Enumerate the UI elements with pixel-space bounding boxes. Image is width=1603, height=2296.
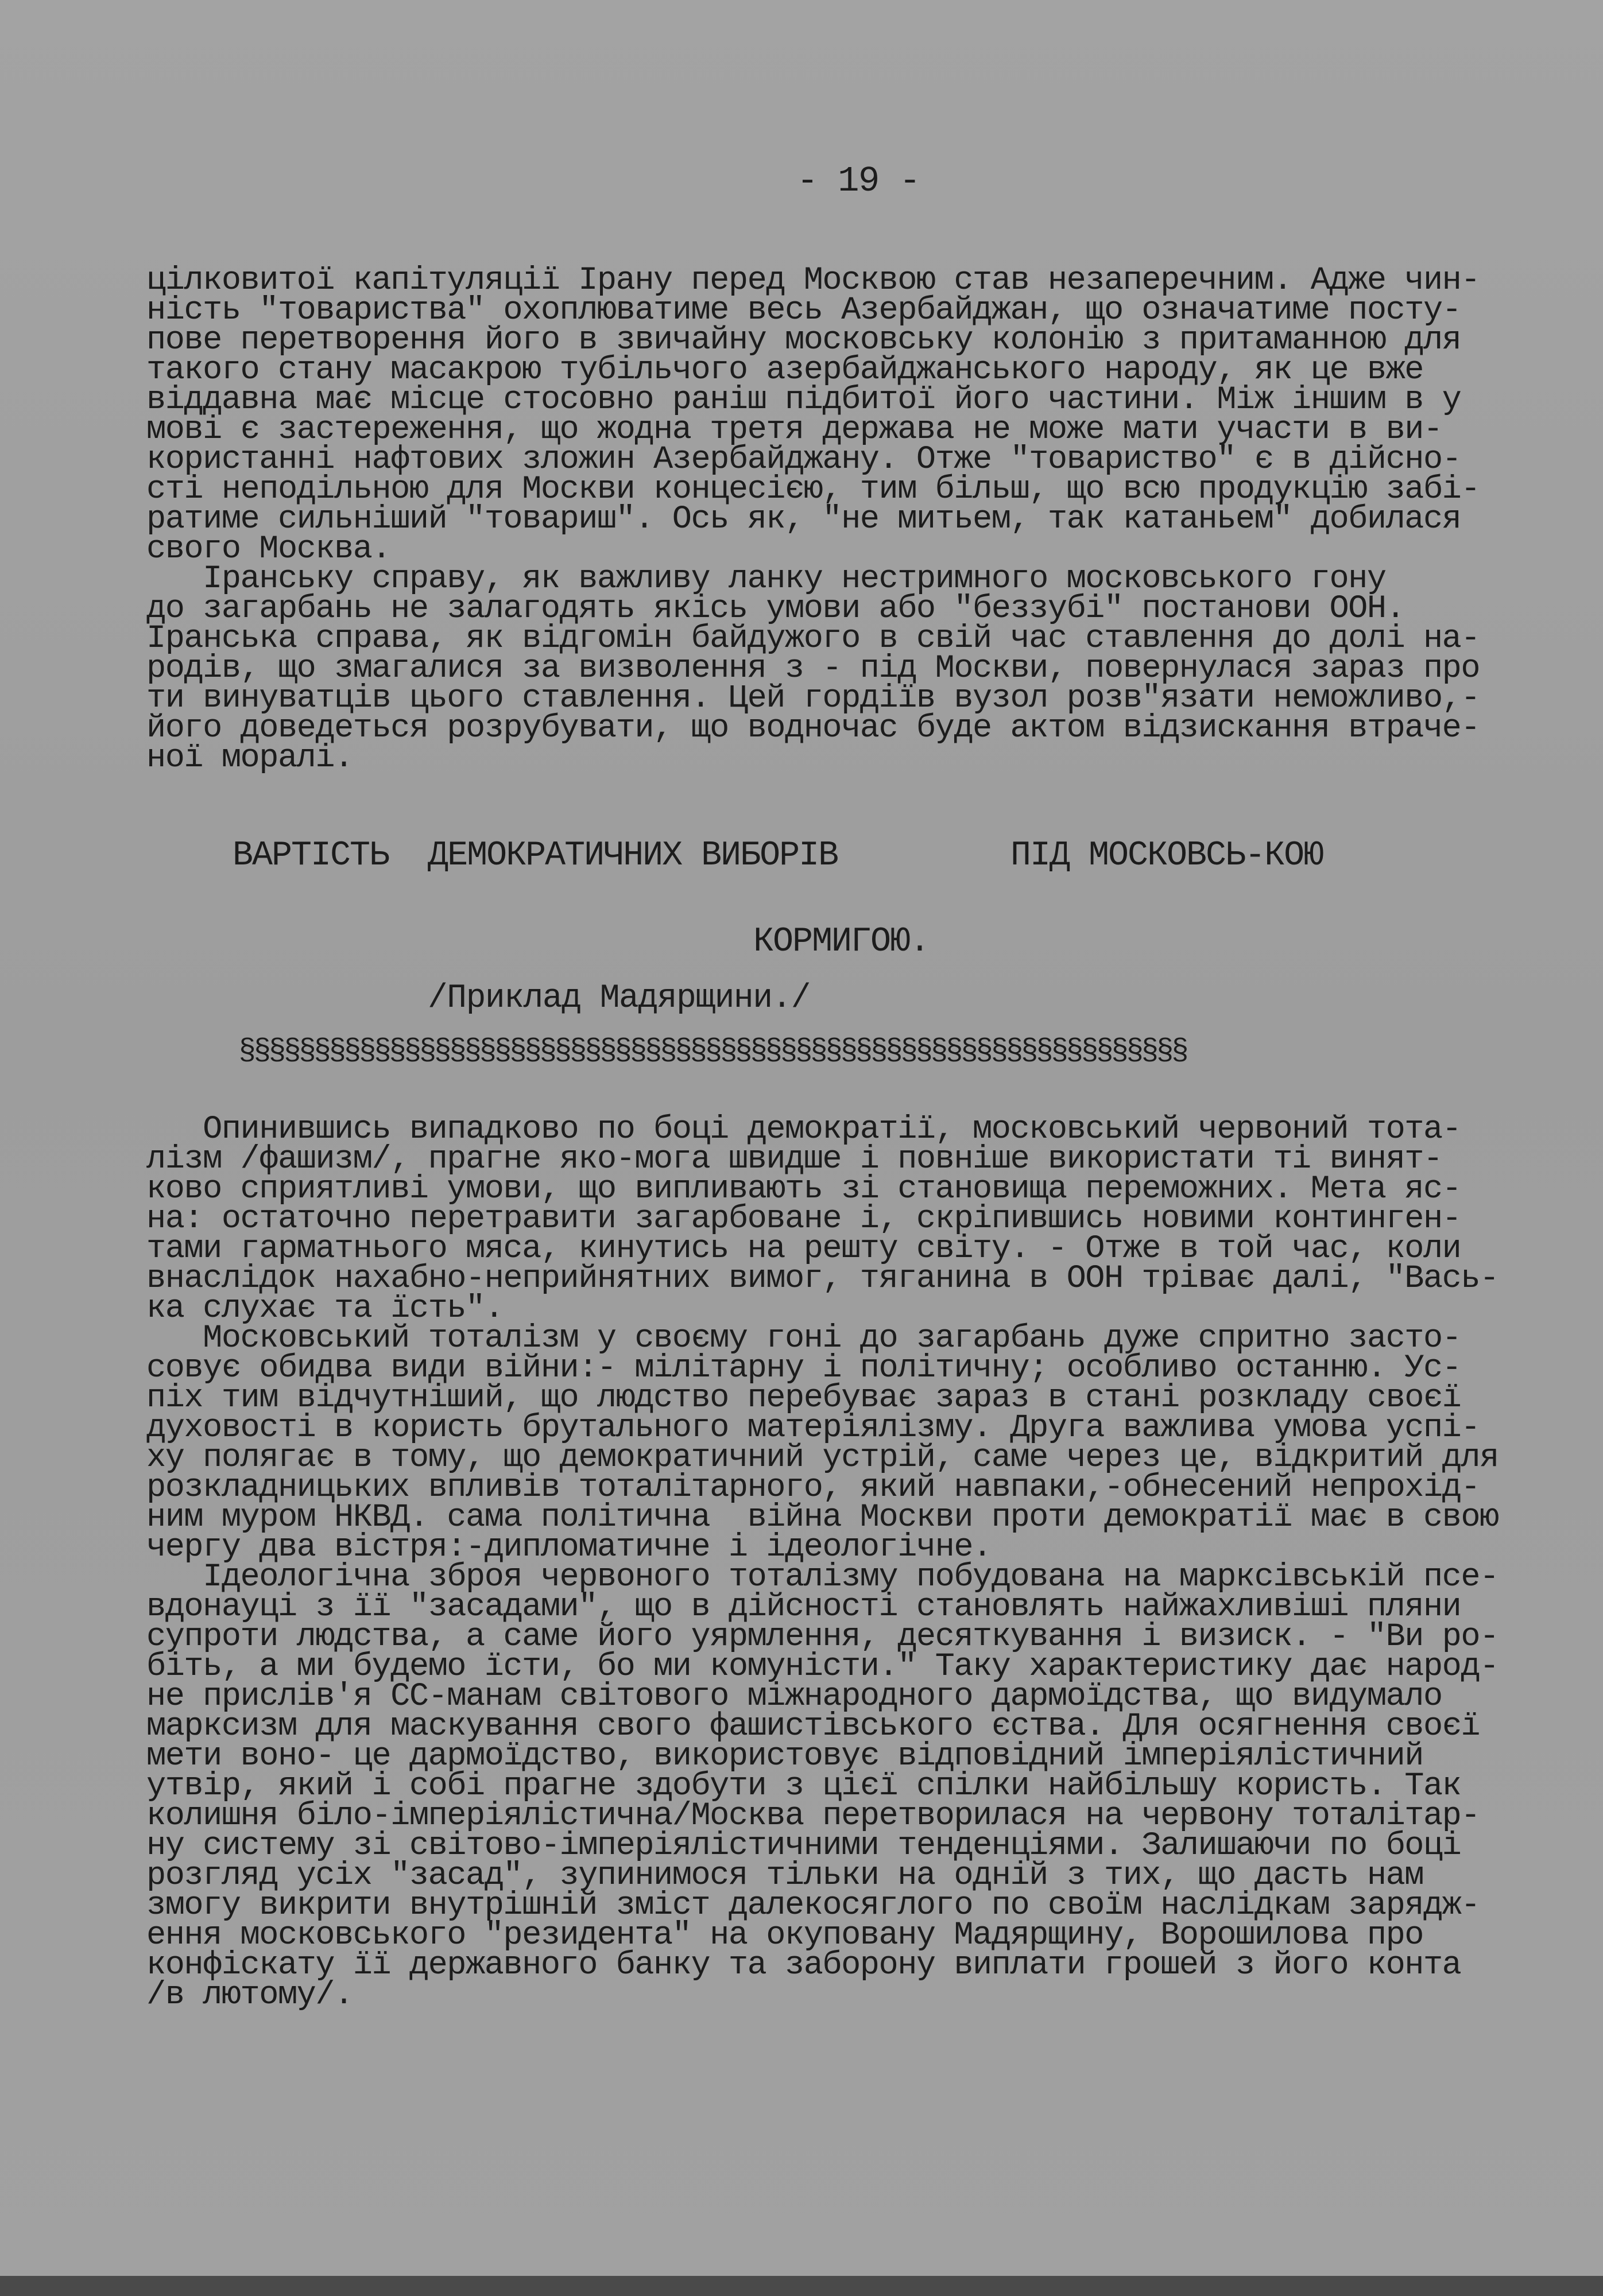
text-line: колишня біло-імперіялістична/Москва перетворилася на червону тоталітар- (146, 1798, 1480, 1835)
text-line: внаслідок нахабно-неприйнятних вимог, тяганина в ООН тріває далі, "Вась- (146, 1261, 1499, 1297)
text-line: цілковитої капітуляції Ірану перед Москвою став незаперечним. Адже чин- (146, 262, 1480, 299)
text-line: супроти людства, а саме його уярмлення, десяткування і визиск. - "Ви ро- (146, 1619, 1499, 1655)
text-line: вдонауці з її "засадами", що в дійсності становлять найжахливіші пляни (146, 1589, 1461, 1626)
text-line: розкладницьких впливів тоталітарного, який навпаки,-обнесений непрохід- (146, 1469, 1480, 1506)
text-line: чергу два вістря:-дипломатичне і ідеологічне. (146, 1529, 992, 1566)
text-line: пове перетворення його в звичайну московську колонію з притаманною для (146, 322, 1461, 359)
text-line: тами гарматнього мяса, кинутись на решту світу. - Отже в той час, коли (146, 1231, 1461, 1267)
text-line: ково сприятливі умови, що випливають зі становища переможних. Мета яс- (146, 1171, 1461, 1208)
text-line: мові є застереження, що жодна третя держава не може мати участи в ви- (146, 412, 1442, 448)
text-line: на: остаточно перетравити загарбоване і, скріпившись новими континген- (146, 1201, 1461, 1238)
text-line: ху полягає в тому, що демократичний устрій, саме через це, відкритий для (146, 1440, 1499, 1476)
text-line: сті неподільною для Москви концесією, тим більш, що всю продукцію забі- (146, 471, 1480, 508)
text-line: ним муром НКВД. сама політична війна Москви проти демократії має в свою (146, 1499, 1499, 1536)
subtitle-text: /Приклад Мадярщини./ (428, 980, 811, 1017)
heading-continuation: КОРМИГОЮ. (753, 922, 930, 961)
text-line: розгляд усіх "засад", зупинимося тільки на одній з тих, що дасть нам (146, 1857, 1423, 1894)
text-line: ти винуватців цього ставлення. Цей гордіїв вузол розв"язати неможливо,- (146, 680, 1480, 717)
scan-bottom-edge (0, 2276, 1603, 2296)
text-line: віддавна має місце стосовно раніш підбитої його частини. Між іншим в у (146, 382, 1461, 418)
text-line: родів, що змагалися за визволення з - під Москви, повернулася зараз про (146, 650, 1480, 687)
text-line: не прислів'я СС-манам світового міжнародного дармоїдства, що видумало (146, 1678, 1442, 1715)
text-line: конфіскату її державного банку та заборону виплати грошей з його конта (146, 1947, 1461, 1984)
text-line: ка слухає та їсть". (146, 1290, 504, 1327)
text-line: /в лютому/. (146, 1977, 353, 2014)
paragraph-block-hungary (146, 1111, 1536, 2014)
text-line: Іранська справа, як відгомін байдужого в свій час ставлення до долі на- (146, 620, 1480, 657)
text-line: лізм /фашизм/, прагне яко-мога швидше і повніше використати ті винят- (146, 1141, 1442, 1178)
paragraph-block-iran (146, 262, 1536, 777)
section-heading (146, 836, 1536, 888)
heading-left-part: ВАРТІСТЬ ДЕМОКРАТИЧНИХ ВИБОРІВ (233, 836, 838, 875)
text-line: Опинившись випадково по боці демократії, московський червоний тота- (146, 1111, 1461, 1148)
text-line: Іранську справу, як важливу ланку нестримного московського гону (146, 561, 1386, 598)
text-line: марксизм для маскування свого фашистівського єства. Для осягнення своєї (146, 1708, 1480, 1745)
text-line: піх тим відчутніший, що людство перебуває зараз в стані розкладу своєї (146, 1380, 1461, 1417)
text-line: біть, а ми будемо їсти, бо ми комуністи." Таку характеристику дає народ- (146, 1649, 1499, 1685)
section-separator: §§§§§§§§§§§§§§§§§§§§§§§§§§§§§§§§§§§§§§§§§§§§§§§§§§§§§§§§§§§§§§§ (238, 1034, 1186, 1068)
text-line: совує обидва види війни:- мілітарну і політичну; особливо останню. Ус- (146, 1350, 1461, 1387)
text-line: утвір, який і собі прагне здобути з цієї спілки найбільшу користь. Так (146, 1768, 1461, 1805)
text-line: його доведеться розрубувати, що водночас буде актом відзискання втраче- (146, 710, 1480, 747)
text-line: такого стану масакрою тубільчого азербайджанського народу, як це вже (146, 352, 1423, 389)
heading-right-part: ПІД МОСКОВСЬ-КОЮ (1010, 836, 1323, 875)
typewritten-text (146, 161, 1536, 2014)
text-line: свого Москва. (146, 531, 391, 568)
text-line: ну систему зі світово-імперіялістичними тенденціями. Залишаючи по боці (146, 1828, 1461, 1864)
text-line: мети воно- це дармоїдство, використовує відповідний імперіялістичний (146, 1738, 1423, 1775)
text-line: духовості в користь брутального матеріялізму. Друга важлива умова успі- (146, 1410, 1480, 1446)
text-line: ної моралі. (146, 740, 353, 777)
text-line: змогу викрити внутрішній зміст далекосяглого по своїм наслідкам зарядж- (146, 1887, 1480, 1924)
text-line: ність "товариства" охоплюватиме весь Азербайджан, що означатиме посту- (146, 292, 1461, 329)
page-number: - 19 - (796, 161, 920, 201)
text-line: користанні нафтових зложин Азербайджану. Отже "товариство" є в дійсно- (146, 441, 1461, 478)
text-line: до загарбань не залагодять якісь умови або "беззубі" постанови ООН. (146, 591, 1405, 627)
section-subtitle (146, 980, 1536, 1031)
text-line: Ідеологічна зброя червоного тоталізму побудована на марксівській псе- (146, 1559, 1499, 1596)
text-line: ратиме сильніший "товариш". Ось як, "не митьем, так катаньем" добилася (146, 501, 1461, 538)
text-line: ення московського "резидента" на окуповану Мадярщину, Ворошилова про (146, 1917, 1423, 1954)
text-line: Московський тоталізм у своєму гоні до загарбань дуже спритно засто- (146, 1320, 1461, 1357)
